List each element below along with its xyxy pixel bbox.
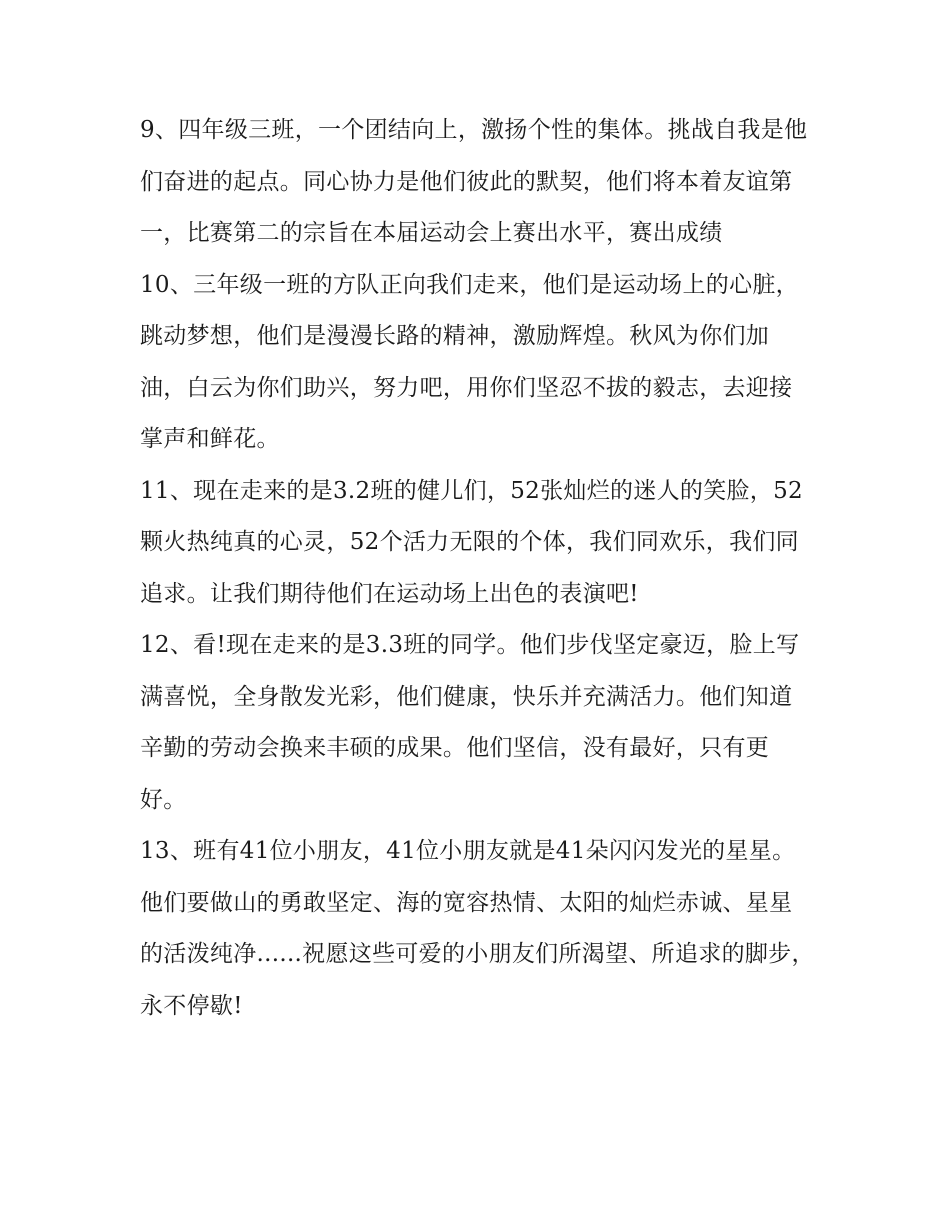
paragraph-9: 9、四年级三班，一个团结向上，激扬个性的集体。挑战自我是他们奋进的起点。同心协力是他们彼此的默契，他们将本着友谊第一，比赛第二的宗旨在本届运动会上赛出水平，赛出成绩 bbox=[140, 117, 808, 246]
document-body bbox=[140, 105, 815, 1032]
paragraph-11: 11、现在走来的是3.2班的健儿们，52张灿烂的迷人的笑脸，52颗火热纯真的心灵，52个活力无限的个体，我们同欢乐，我们同追求。让我们期待他们在运动场上出色的表演吧! bbox=[140, 477, 803, 607]
paragraph-10: 10、三年级一班的方队正向我们走来，他们是运动场上的心脏，跳动梦想，他们是漫漫长路的精神，激励辉煌。秋风为你们加油，白云为你们助兴，努力吧，用你们坚忍不拔的毅志，去迎接掌声和鲜花。 bbox=[140, 271, 799, 452]
paragraph-12: 12、看!现在走来的是3.3班的同学。他们步伐坚定豪迈，脸上写满喜悦，全身散发光彩，他们健康，快乐并充满活力。他们知道辛勤的劳动会换来丰硕的成果。他们坚信，没有最好，只有更好。 bbox=[140, 632, 800, 813]
paragraph-13: 13、班有41位小朋友，41位小朋友就是41朵闪闪发光的星星。 bbox=[140, 838, 796, 864]
paragraph-13-continued: 他们要做山的勇敢坚定、海的宽容热情、太阳的灿烂赤诚、星星的活泼纯净......祝愿这些可爱的小朋友们所渴望、所追求的脚步，永不停歇! bbox=[140, 889, 815, 1019]
